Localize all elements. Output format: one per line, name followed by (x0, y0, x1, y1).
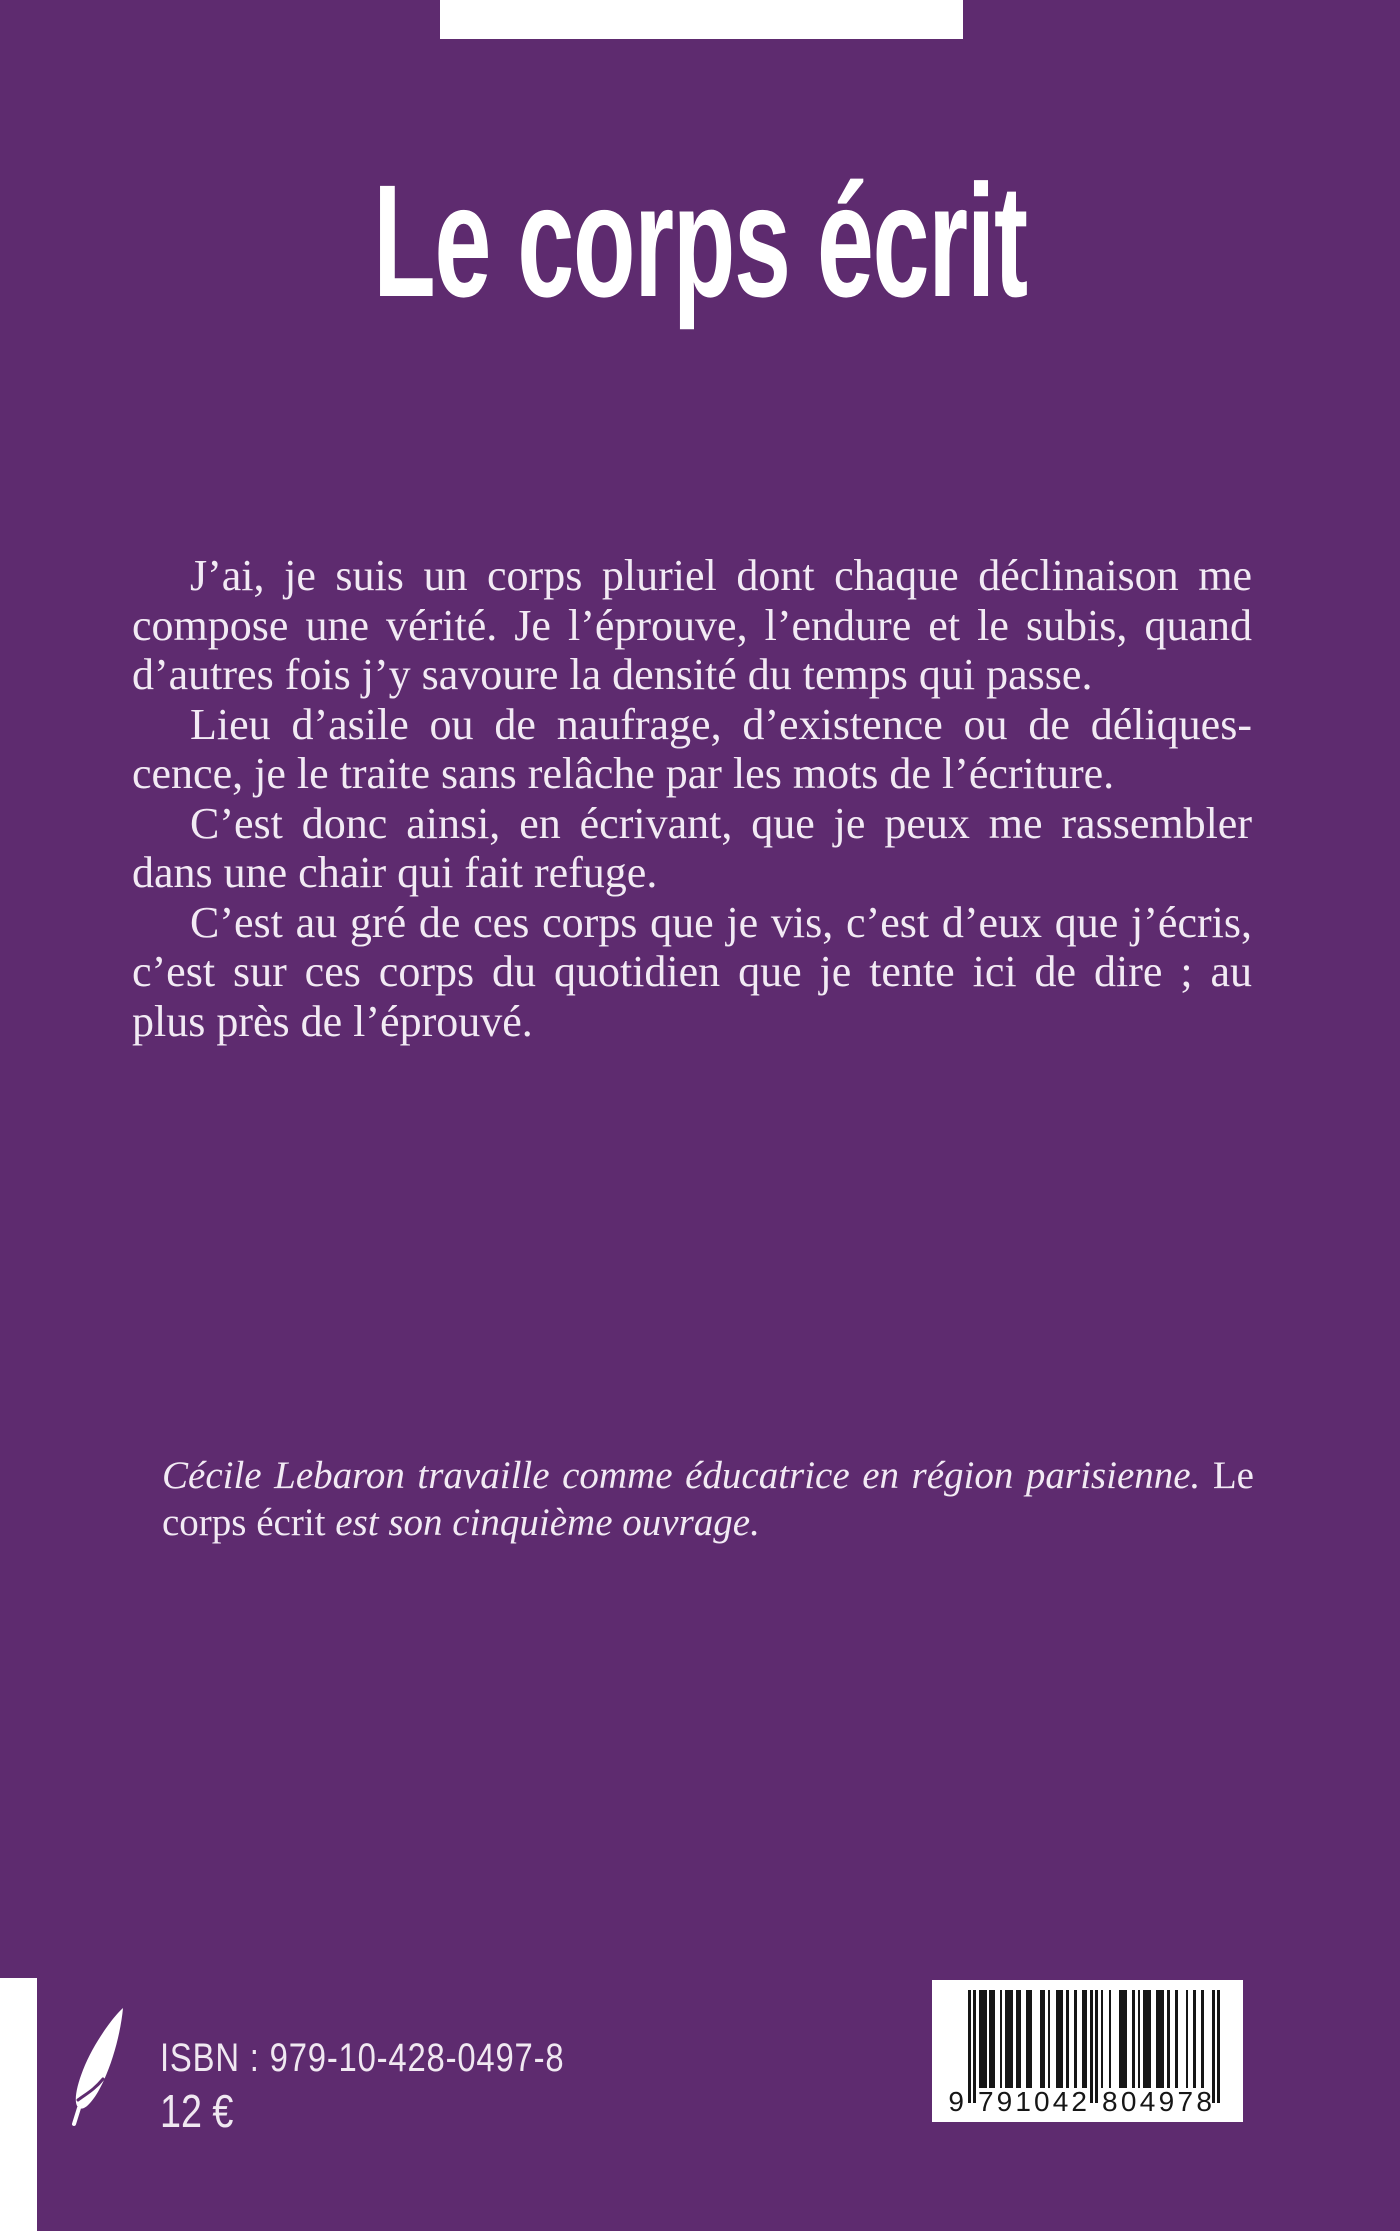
author-bio (162, 1452, 1254, 1546)
barcode-bar (1082, 1990, 1087, 2088)
barcode-bar (1167, 1990, 1170, 2088)
barcode-bar (1026, 1990, 1031, 2088)
synopsis-line: compose une vérité. Je l’éprouve, l’endure et le subis, quand (132, 600, 1252, 650)
barcode-bar (1066, 1990, 1069, 2088)
barcode-digit: 7 (978, 2086, 994, 2117)
isbn-text: ISBN : 979-10-428-0497-8 (160, 2036, 565, 2080)
barcode-bar (1048, 1990, 1051, 2088)
barcode-digit: 8 (1196, 2086, 1212, 2117)
barcode-digit: 7 (1177, 2086, 1194, 2117)
colophon-block (160, 2036, 564, 2136)
bio-segment: Le (1200, 1454, 1254, 1497)
barcode-bar (1074, 1990, 1077, 2088)
barcode-digits (932, 2086, 1243, 2118)
barcode-bar (1143, 1990, 1151, 2088)
synopsis-line: cence, je le traite sans relâche par les mots de l’écriture. (132, 749, 1115, 798)
synopsis-line: c’est sur ces corps du quotidien que je tente ici de dire ; au (132, 947, 1252, 996)
barcode-bar (1201, 1990, 1204, 2088)
barcode-bar (1005, 1990, 1013, 2088)
bottom-left-white-strip (0, 1978, 37, 2231)
barcode-digit: 4 (1052, 2086, 1069, 2117)
barcode-digit: 0 (1034, 2086, 1050, 2117)
price-text: 12 € (160, 2085, 234, 2137)
barcode-bar (1193, 1990, 1196, 2088)
barcode-bar (1000, 1990, 1003, 2088)
barcode-digit: 2 (1071, 2086, 1087, 2117)
barcode-bar (1109, 1990, 1112, 2088)
barcode-digit: 9 (1158, 2086, 1175, 2117)
barcode-bar (1040, 1990, 1045, 2088)
barcode-bar (1016, 1990, 1021, 2088)
barcode-bar (1119, 1990, 1127, 2088)
barcode-digit: 1 (1015, 2086, 1031, 2117)
barcode-bar (1132, 1990, 1135, 2088)
bio-segment: corps écrit (162, 1501, 326, 1544)
synopsis-line: d’autres fois j’y savoure la densité du temps qui passe. (132, 650, 1093, 699)
synopsis-line: dans une chair qui fait refuge. (132, 848, 658, 897)
barcode-digit: 8 (1102, 2086, 1118, 2117)
synopsis-line: plus près de l’éprouvé. (132, 996, 533, 1046)
barcode-digit: 0 (1120, 2086, 1137, 2117)
barcode-bar (1175, 1990, 1178, 2088)
barcode-bar (1056, 1990, 1064, 2088)
synopsis-line: J’ai, je suis un corps pluriel dont chaque déclinaison me (190, 551, 1252, 600)
barcode-digit: 4 (1139, 2086, 1156, 2117)
barcode-digit-group (978, 2086, 1087, 2118)
synopsis-line: Lieu d’asile ou de naufrage, d’existence ou de déliques- (190, 699, 1252, 749)
barcode-bar (989, 1990, 994, 2088)
synopsis-line: C’est au gré de ces corps que je vis, c’est d’eux que j’écris, (190, 897, 1252, 947)
bio-segment: Cécile Lebaron travaille comme éducatrice en région parisienne. (162, 1454, 1201, 1497)
top-white-notch (440, 0, 963, 39)
barcode-bar (1186, 1990, 1189, 2088)
barcode-bar (1101, 1990, 1104, 2088)
quill-feather-icon (70, 2006, 130, 2128)
barcode-digit-group: 9 (948, 2086, 964, 2117)
barcode-digit-group (1102, 2086, 1212, 2118)
synopsis-text (132, 551, 1252, 1046)
synopsis-line: C’est donc ainsi, en écrivant, que je peux me rassembler (190, 798, 1252, 848)
barcode-digit: 9 (996, 2086, 1013, 2117)
barcode-bar (1138, 1990, 1141, 2088)
barcode (932, 1980, 1243, 2122)
bio-line (162, 1452, 1254, 1499)
bio-line (162, 1499, 1254, 1546)
barcode-bar (979, 1990, 987, 2088)
book-title: Le corps écrit (373, 151, 1027, 330)
bio-segment: est son cinquième ouvrage. (325, 1501, 760, 1544)
barcode-bar (1156, 1990, 1164, 2088)
